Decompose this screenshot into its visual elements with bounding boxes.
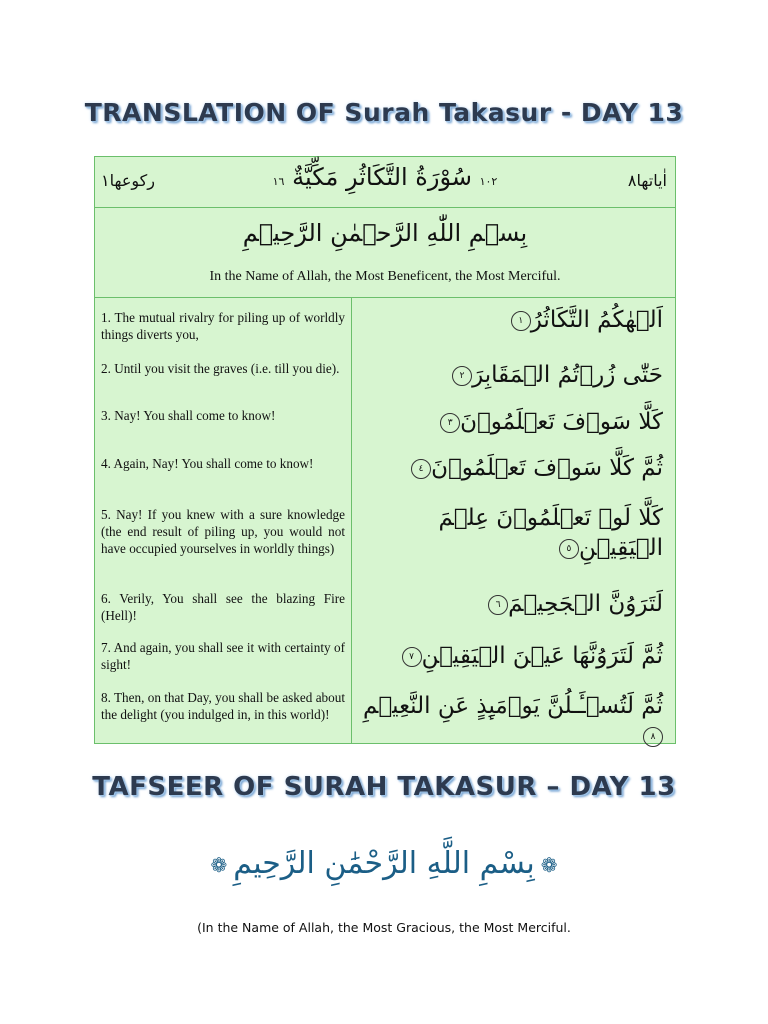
ayah-marker: ١ — [511, 311, 531, 331]
ayah-marker: ٢ — [452, 366, 472, 386]
verse-translation-5: 5. Nay! If you knew with a sure knowledge (the end result of piling up, you would not have occupied yourselves in worldly things) — [101, 507, 345, 556]
verse-translation-3: 3. Nay! You shall come to know! — [101, 408, 276, 423]
ayah-marker: ٦ — [488, 595, 508, 615]
surah-name: سُوْرَةُ التَّكَاثُرِ مَكِّيَّةٌ — [292, 163, 472, 191]
verse-translation-2: 2. Until you visit the graves (i.e. till you die). — [101, 361, 340, 376]
verse-arabic-text: ثُمَّ لَتَرَوُنَّهَا عَيۡنَ الۡيَقِيۡنِ — [421, 643, 663, 669]
verse-arabic-2 — [357, 360, 663, 390]
ayah-marker: ٣ — [440, 413, 460, 433]
verse-translation-1: 1. The mutual rivalry for piling up of worldly things diverts you, — [101, 310, 345, 342]
verse-arabic-6 — [357, 589, 663, 619]
verse-arabic-text: لَتَرَوُنَّ الۡجَحِيۡمَ — [508, 591, 663, 617]
bismillah-translation-bottom: (In the Name of Allah, the Most Gracious, the Most Merciful. — [197, 920, 571, 935]
column-divider — [351, 297, 352, 743]
ayat-count: اٰياتها٨ — [627, 171, 667, 190]
divider — [95, 297, 675, 298]
ornate-bismillah-text: بِسْمِ اللَّهِ الرَّحْمَٰنِ الرَّحِيمِ — [233, 846, 535, 881]
surah-header — [95, 157, 675, 208]
verse-translation-4: 4. Again, Nay! You shall come to know! — [101, 456, 314, 471]
bismillah-arabic: بِسۡمِ اللّٰهِ الرَّحۡمٰنِ الرَّحِيۡمِ — [242, 219, 528, 247]
verse-translation-8: 8. Then, on that Day, you shall be asked about the delight (you indulged in, in this world)! — [101, 690, 345, 722]
ayah-marker: ٧ — [402, 647, 422, 667]
surah-translation-box — [94, 156, 676, 744]
ayah-marker: ٥ — [559, 539, 579, 559]
ornate-bismillah — [0, 846, 768, 881]
ayah-marker: ٨ — [643, 727, 663, 747]
verse-arabic-3 — [357, 407, 663, 437]
verse-arabic-text: ثُمَّ كَلَّا سَوۡفَ تَعۡلَمُوۡنَ — [431, 455, 663, 481]
translation-heading: TRANSLATION OF Surah Takasur - DAY 13 — [84, 98, 684, 127]
ornament-icon: ❁ — [540, 852, 558, 877]
ayah-marker: ٤ — [411, 459, 431, 479]
verse-arabic-text: اَلۡهٰكُمُ التَّكَاثُرُ — [530, 307, 663, 333]
verse-arabic-text: حَتّٰى زُرۡتُمُ الۡمَقَابِرَ — [472, 362, 663, 388]
verse-arabic-8 — [357, 691, 663, 751]
surah-count-label: ١٠٢ — [479, 175, 498, 188]
tafseer-heading: TAFSEER OF SURAH TAKASUR – DAY 13 — [92, 772, 676, 802]
bismillah-translation: In the Name of Allah, the Most Beneficent, the Most Merciful. — [209, 269, 561, 284]
verse-arabic-1 — [357, 305, 663, 335]
verse-arabic-4 — [357, 453, 663, 483]
verse-arabic-5 — [357, 503, 663, 563]
verse-arabic-text: ثُمَّ لَتُسۡـَٔـلُنَّ يَوۡمَٮِٕذٍ عَنِ النَّعِيۡمِ — [363, 693, 663, 719]
verse-arabic-text: كَلَّا سَوۡفَ تَعۡلَمُوۡنَ — [460, 409, 663, 435]
ruku-count: ركوعها١ — [101, 171, 155, 190]
verse-translation-7: 7. And again, you shall see it with certainty of sight! — [101, 640, 345, 672]
verse-translation-6: 6. Verily, You shall see the blazing Fire (Hell)! — [101, 591, 345, 623]
verse-arabic-7 — [357, 641, 663, 671]
ornament-icon: ❁ — [210, 852, 228, 877]
surah-title-arabic — [265, 163, 505, 191]
verse-arabic-text: كَلَّا لَوۡ تَعۡلَمُوۡنَ عِلۡمَ الۡيَقِيۡنِ — [438, 505, 663, 561]
surah-order-label: ١٦ — [272, 175, 285, 188]
